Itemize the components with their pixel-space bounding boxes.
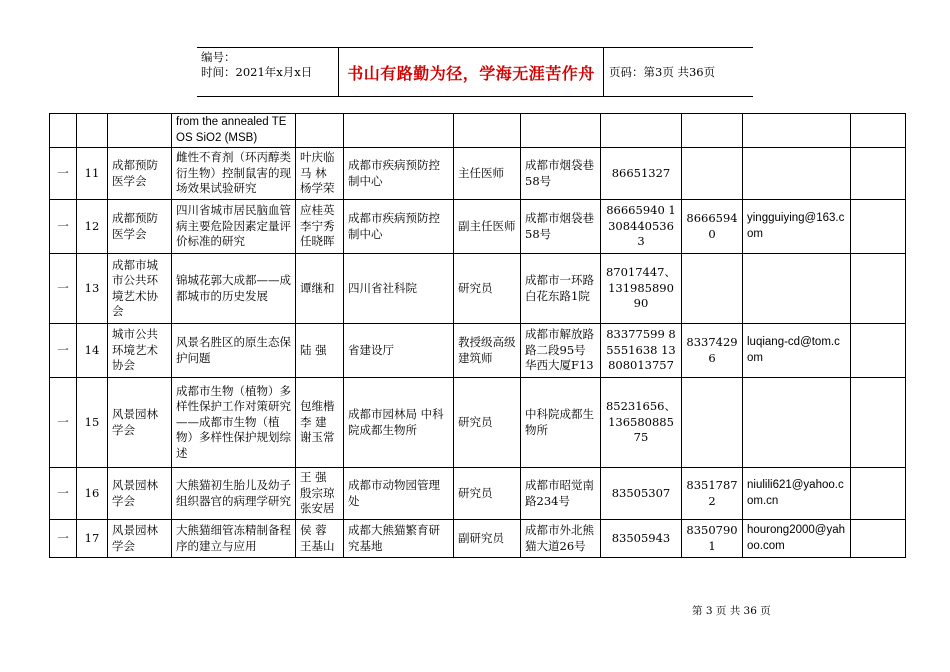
cell-mark: 一 bbox=[50, 520, 77, 558]
cell-address: 成都市一环路白花东路1院 bbox=[521, 254, 601, 324]
cell-authors: 包维楷 李 建 谢玉常 bbox=[296, 378, 344, 468]
cell-unit: 成都大熊猫繁育研究基地 bbox=[344, 520, 454, 558]
cell-organization: 风景园林学会 bbox=[108, 520, 172, 558]
cell-position: 主任医师 bbox=[454, 148, 521, 200]
cell-authors: 陆 强 bbox=[296, 324, 344, 378]
cell-authors: 王 强 殷宗琼 张安居 bbox=[296, 468, 344, 520]
cell-address: 成都市解放路路二段95号华西大厦F13 bbox=[521, 324, 601, 378]
header-date: 时间：2021年x月x日 bbox=[201, 65, 313, 79]
cell-unit: 省建设厅 bbox=[344, 324, 454, 378]
cell-mark: 一 bbox=[50, 148, 77, 200]
cell-position: 教授级高级建筑师 bbox=[454, 324, 521, 378]
header-meta bbox=[201, 50, 312, 80]
cell-fax bbox=[682, 378, 743, 468]
cell-authors: 侯 蓉 王基山 bbox=[296, 520, 344, 558]
cell-organization: 成都市城市公共环境艺术协会 bbox=[108, 254, 172, 324]
cell-mark: 一 bbox=[50, 378, 77, 468]
cell-mark: 一 bbox=[50, 254, 77, 324]
cell-organization: 城市公共环境艺术协会 bbox=[108, 324, 172, 378]
cell-extra bbox=[851, 520, 906, 558]
cell-email: luqiang-cd@tom.com bbox=[743, 324, 851, 378]
cell-address: 成都市烟袋巷58号 bbox=[521, 148, 601, 200]
cell-title: 锦城花郭大成都——成都城市的历史发展 bbox=[172, 254, 296, 324]
header-motto: 书山有路勤为径，学海无涯苦作舟 bbox=[338, 48, 604, 96]
cell-organization: 风景园林学会 bbox=[108, 378, 172, 468]
cell-extra bbox=[851, 200, 906, 254]
cell-phone: 86665940 13084405363 bbox=[601, 200, 682, 254]
cell-address: 成都市昭觉南路234号 bbox=[521, 468, 601, 520]
cell-organization: 风景园林学会 bbox=[108, 468, 172, 520]
cell-unit: 成都市园林局 中科院成都生物所 bbox=[344, 378, 454, 468]
cell-address: 成都市外北熊猫大道26号 bbox=[521, 520, 601, 558]
cell-title: 风景名胜区的原生态保护问题 bbox=[172, 324, 296, 378]
cell-authors: 谭继和 bbox=[296, 254, 344, 324]
cell-mark: 一 bbox=[50, 468, 77, 520]
cell-email: niulili621@yahoo.com.cn bbox=[743, 468, 851, 520]
cell-title: 成都市生物（植物）多样性保护工作对策研究——成都市生物（植物）多样性保护规划综述 bbox=[172, 378, 296, 468]
cell-mark: 一 bbox=[50, 324, 77, 378]
cell-extra bbox=[851, 324, 906, 378]
cell-address: 中科院成都生物所 bbox=[521, 378, 601, 468]
cell-number: 12 bbox=[77, 200, 108, 254]
cell-phone: 85231656、13658088575 bbox=[601, 378, 682, 468]
cell-email: hourong2000@yahoo.com bbox=[743, 520, 851, 558]
cell-extra bbox=[851, 254, 906, 324]
cell-organization: 成都预防医学会 bbox=[108, 200, 172, 254]
cell-number: 11 bbox=[77, 148, 108, 200]
cell-organization: 成都预防医学会 bbox=[108, 148, 172, 200]
cell-address: 成都市烟袋巷58号 bbox=[521, 200, 601, 254]
cell-authors: 叶庆临 马 林 杨学荣 bbox=[296, 148, 344, 200]
cell-phone: 87017447、13198589090 bbox=[601, 254, 682, 324]
cell-fax bbox=[682, 148, 743, 200]
cell-phone: 83505307 bbox=[601, 468, 682, 520]
table-row bbox=[50, 200, 906, 254]
cell-position: 副研究员 bbox=[454, 520, 521, 558]
cell-fax bbox=[682, 254, 743, 324]
cell-position: 研究员 bbox=[454, 468, 521, 520]
table-row bbox=[50, 148, 906, 200]
cell-fax: 83517872 bbox=[682, 468, 743, 520]
page-footer: 第 3 页 共 36 页 bbox=[692, 605, 771, 617]
cell-unit: 成都市疾病预防控制中心 bbox=[344, 200, 454, 254]
cell-fax: 83507901 bbox=[682, 520, 743, 558]
cell-phone: 86651327 bbox=[601, 148, 682, 200]
cell-mark: 一 bbox=[50, 200, 77, 254]
cell-number: 14 bbox=[77, 324, 108, 378]
cell-extra bbox=[851, 148, 906, 200]
cell-title: 雌性不育剂（环丙醇类衍生物）控制鼠害的现场效果试验研究 bbox=[172, 148, 296, 200]
page-header bbox=[197, 47, 753, 97]
table-row bbox=[50, 254, 906, 324]
cell-number: 15 bbox=[77, 378, 108, 468]
cell-number: 13 bbox=[77, 254, 108, 324]
cell-email: yingguiying@163.com bbox=[743, 200, 851, 254]
header-page-number: 页码：第3页 共36页 bbox=[609, 65, 716, 79]
cell-title: 大熊猫细管冻精制备程序的建立与应用 bbox=[172, 520, 296, 558]
cell-phone: 83505943 bbox=[601, 520, 682, 558]
table-row bbox=[50, 378, 906, 468]
cell-extra bbox=[851, 378, 906, 468]
cell-phone: 83377599 85551638 13808013757 bbox=[601, 324, 682, 378]
table-row bbox=[50, 324, 906, 378]
cell-position: 研究员 bbox=[454, 254, 521, 324]
cell-email bbox=[743, 254, 851, 324]
cell-unit: 成都市疾病预防控制中心 bbox=[344, 148, 454, 200]
cell-position: 研究员 bbox=[454, 378, 521, 468]
cell-number: 16 bbox=[77, 468, 108, 520]
table-row-continued bbox=[50, 114, 906, 148]
cell-unit: 成都市动物园管理处 bbox=[344, 468, 454, 520]
table-row bbox=[50, 468, 906, 520]
header-number-label: 编号： bbox=[201, 50, 236, 64]
cell-title: from the annealed TEOS SiO2 (MSB) bbox=[172, 114, 296, 148]
cell-authors: 应桂英 李宁秀 任晓晖 bbox=[296, 200, 344, 254]
cell-email bbox=[743, 148, 851, 200]
cell-extra bbox=[851, 468, 906, 520]
cell-fax: 83374296 bbox=[682, 324, 743, 378]
project-table bbox=[49, 113, 906, 558]
cell-unit: 四川省社科院 bbox=[344, 254, 454, 324]
cell-title: 大熊猫初生胎儿及幼子组织器官的病理学研究 bbox=[172, 468, 296, 520]
cell-fax: 86665940 bbox=[682, 200, 743, 254]
cell-number: 17 bbox=[77, 520, 108, 558]
table-row bbox=[50, 520, 906, 558]
cell-position: 副主任医师 bbox=[454, 200, 521, 254]
cell-email bbox=[743, 378, 851, 468]
cell-title: 四川省城市居民脑血管病主要危险因素定量评价标准的研究 bbox=[172, 200, 296, 254]
